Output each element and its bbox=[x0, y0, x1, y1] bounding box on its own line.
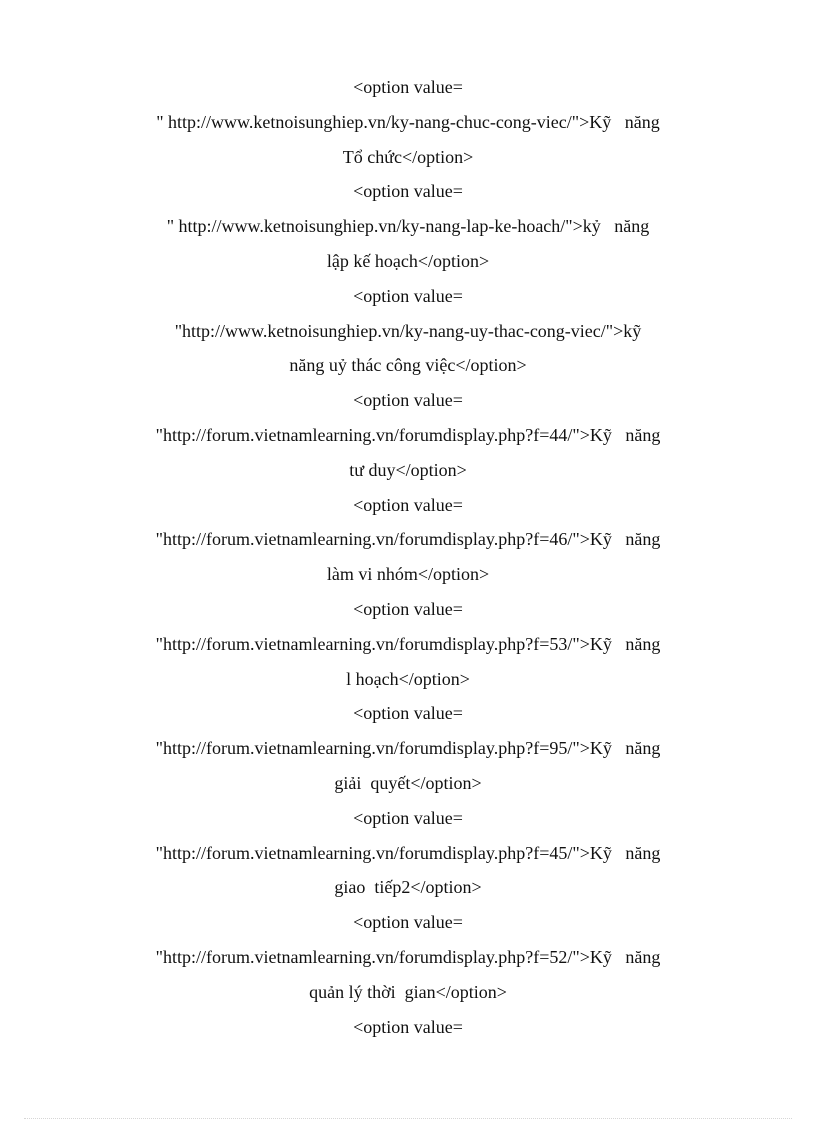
text-line: "http://forum.vietnamlearning.vn/forumdisplay.php?f=53/">Kỹ năng bbox=[155, 633, 661, 654]
text-line: lập kế hoạch</option> bbox=[326, 250, 490, 271]
text-line: tư duy</option> bbox=[349, 459, 467, 480]
page-bottom-divider bbox=[24, 1118, 792, 1119]
text-block bbox=[0, 70, 816, 1044]
text-line: <option value= bbox=[353, 1016, 463, 1037]
text-line: "http://www.ketnoisunghiep.vn/ky-nang-uy-thac-cong-viec/">kỹ bbox=[174, 320, 642, 341]
text-line: "http://forum.vietnamlearning.vn/forumdisplay.php?f=46/">Kỹ năng bbox=[155, 529, 661, 550]
text-line: <option value= bbox=[353, 494, 463, 515]
text-line: <option value= bbox=[353, 181, 463, 202]
text-line: năng uỷ thác công việc</option> bbox=[289, 355, 527, 376]
text-line: <option value= bbox=[353, 285, 463, 306]
text-line: giao tiếp2</option> bbox=[334, 877, 482, 898]
text-line: " http://www.ketnoisunghiep.vn/ky-nang-chuc-cong-viec/">Kỹ năng bbox=[156, 111, 660, 132]
text-line: " http://www.ketnoisunghiep.vn/ky-nang-lap-ke-hoach/">kỷ năng bbox=[166, 216, 650, 237]
text-line: "http://forum.vietnamlearning.vn/forumdisplay.php?f=44/">Kỹ năng bbox=[155, 424, 661, 445]
text-line: "http://forum.vietnamlearning.vn/forumdisplay.php?f=45/">Kỹ năng bbox=[155, 842, 661, 863]
text-line: l hoạch</option> bbox=[346, 668, 470, 689]
text-line: <option value= bbox=[353, 703, 463, 724]
text-line: quản lý thời gian</option> bbox=[309, 981, 507, 1002]
text-line: <option value= bbox=[353, 390, 463, 411]
text-line: "http://forum.vietnamlearning.vn/forumdisplay.php?f=52/">Kỹ năng bbox=[155, 946, 661, 967]
text-line: <option value= bbox=[353, 807, 463, 828]
text-line: "http://forum.vietnamlearning.vn/forumdisplay.php?f=95/">Kỹ năng bbox=[155, 738, 661, 759]
text-line: <option value= bbox=[353, 598, 463, 619]
text-line: Tổ chức</option> bbox=[342, 146, 474, 167]
text-line: giải quyết</option> bbox=[334, 772, 482, 793]
text-line: <option value= bbox=[353, 77, 463, 97]
text-line: <option value= bbox=[353, 912, 463, 933]
text-line: làm vi nhóm</option> bbox=[326, 564, 490, 585]
